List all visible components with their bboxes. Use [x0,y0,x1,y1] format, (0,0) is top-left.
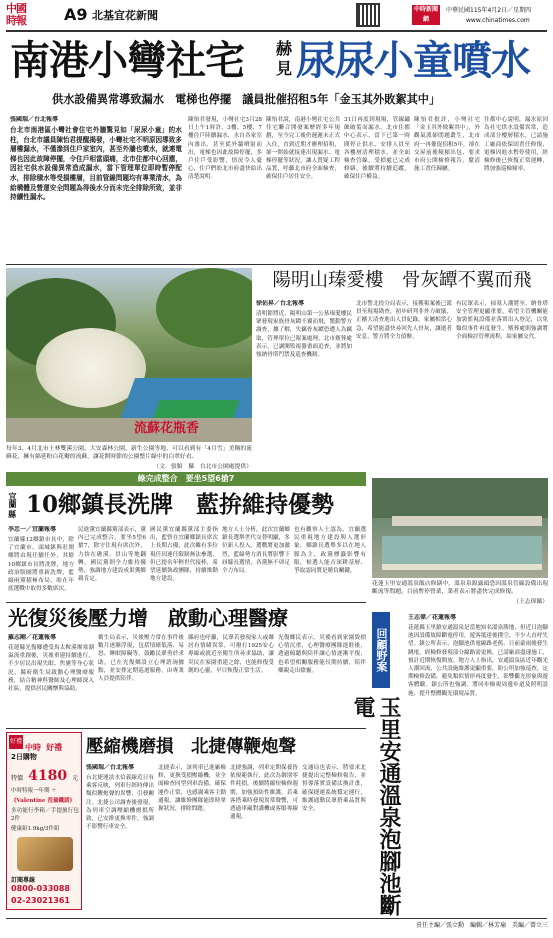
story3-col-1: 宜蘭縣12鄉鎮市長中，除了宜蘭市、頭城鎮與壯圍鄉將由現任續任外，其餘10鄉鎮市長將洗牌，地方政治版圖將重新洗牌，藍綠兩黨積極布局，盼在年底選戰中取得多數席次。 [8,537,74,593]
story2-col-2: 北市警北投分局表示，接獲報案後已派員至現場勘查，初步研判非外力破壞，正擴大清查進出人員紀錄，家屬相當心急，希望能盡快尋回先人骨灰，讓逝者安息，警方將全力偵辦。 [356,301,452,340]
lead-col-1: 陳怡君發現，小彎社宅3月28日上午1時許，3樓、5樓、7樓住戶陸續漏水，水自各家室內滲出，甚至從外牆噴射而出，電梯也因此故障停擺，多戶住戶受影響，情況令人憂心，住戶們盼北市府盡快給出清楚說明。 [188,117,262,181]
story2-col-3: 有民眾表示，掃墓人潮將至，納骨塔安全管理更顯重要，希望主管機關能加裝監視設備並落實出入登記，以免類似事件再度發生，殯葬處則強調將全面檢討管理流程，給家屬交代。 [456,301,548,340]
section-rule-2 [6,602,366,603]
story4-byline: 羅志剛／花蓮報導 [8,634,57,641]
walkway [6,418,252,442]
lead-col-5: 住都中心說明，漏水原因為社宅供水設備異常，造成部分樓層積水，已請施工廠商依保固責任修復，電梯因進水暫停使用，經檢修後已恢復正常運轉，將加強巡檢頻率。 [484,117,548,173]
site-url: www.chinatimes.com [466,17,530,24]
ad-title-2: 好禮 [46,742,63,752]
park-photo [6,268,252,442]
story6-col-2: 北捷表示，該列車已進廠檢修，更換受損壓縮機，並全面檢查同型列車設備，確保運作正常，也感謝乘客主動通報，讓維修團隊能即時掌握狀況、排除問題。 [158,765,226,813]
footer-credits: 責任主編／張立勳 編輯／林芳瑜 美編／曾立三 [415,922,548,929]
photo-label: 流蘇花瓶香 [134,421,200,436]
story5-kicker: 回顧野案 [372,612,390,688]
pool-roof [392,516,542,526]
story3-col-5: 也有觀察人士認為，宜蘭選民重視地方建設與人選形象，鄉鎮長選舉多以在地人脈為主，政黨標籤影響有限，候選人能否深耕基層、爭取認同將是勝負關鍵。 [294,527,366,575]
story3-headline: 10鄉鎮長洗牌 藍拚維持優勢 [26,491,335,518]
story4-col-3: 縣府也呼籲，民眾若發現家人或鄰居有情緒異常，可撥打1925安心專線或就近至衛生所尋求協助，讓災民在家園重建之餘，也能修復受創的心靈，早日恢復正常生活。 [188,635,274,674]
story4-headline: 光復災後壓力增 啟動心理醫療 [8,606,288,630]
hotspring-credit: （王志偉攝） [513,599,548,605]
pool-water [382,536,542,566]
story4-col-2: 衛生局表示，災後壓力常在事件後數月逐漸浮現，包括情緒低落、易怒、睡眠障礙等，鼓勵民眾勇於求助，已在光復鄉設立心理諮詢據點，並安排定期巡迴服務，由專業人員提供陪伴。 [98,635,184,683]
section-rule-3 [6,728,366,729]
ad-price-label: 特價 [11,775,24,782]
qr-code [356,3,380,27]
ad-price: 4180 [28,768,68,784]
hotspring-photo [372,478,548,578]
section-banner: 綠完成整合 要坐5望6搶7 [6,472,366,486]
brand-logo: 中國時報 [6,2,26,27]
story5-headline: 玉里安通溫泉泡腳池斷電 [350,696,402,916]
header-rule [6,30,547,32]
story2-col-1: 清明節將近，陽明山第一公墓瑧愛樓民眾發現家族骨灰罈不翼而飛，驚動警方調查，據了解，失竊骨灰罈恐遭人為竊取，管理單位已報案處理。北市殯葬處表示，已調閱監視器畫面追查，並將加強納骨塔門禁及巡查機制。 [256,311,352,359]
issue-date: 中華民國115年4月2日／星期四 [446,7,532,14]
court-surface [152,400,239,420]
ad-phone-1[interactable]: 0800-033088 [11,884,70,893]
page-number: A9 [64,5,88,24]
ad-gift-note: 健康組1.9kg/3件組 [11,826,60,832]
photo-credit: （文．張穎 攝 台北市公園處提供） [153,464,252,470]
lead-headline-connector-2: 見 [276,59,293,78]
story6-col-4: 交通局也表示，將要求北捷提出完整檢修報告，並督導落實設備汰換計畫，確保捷運系統穩定運行，維護通勤民眾搭乘品質與安全。 [302,765,366,813]
lead-headline [10,36,545,88]
ad-hotline-label: 訂閱專線 [11,877,36,884]
kicker-line-1: 宜蘭 [8,492,18,508]
section-rule-1 [6,264,547,265]
story6-col-3: 北捷強調，列車定期保養皆依規範執行，此次為個別零件耗損，後續將縮短檢修週期，加強預防性維護，若乘客搭乘時發現異常聲響，可透過車廂對講機或客服專線通報。 [230,765,298,821]
hotspring-caption: 花蓮玉里安通溫泉飯店修繕中，溫泉泉源露頭恐因溫泉管線設備出現斷流等問題。目前暫停營業，業者表示將盡快完成修復。 [372,581,548,596]
story3-byline: 李忠一／宜蘭報導 [8,526,57,533]
lead-headline-part2: 尿尿小童噴水 [296,37,530,84]
story3-kicker [8,490,24,526]
story5-byline: 王志偉／花蓮報導 [408,614,457,621]
story6-byline: 張國瑞／台北報導 [86,764,135,771]
subscription-ad [6,732,82,910]
ad-price-unit: 元 [72,775,79,782]
ad-gift: 《Valentine 范倫鐵諾》 [11,798,75,804]
kicker-line-2: 縣 [8,509,16,519]
ad-gift-2: 多功能行李箱／手提旅行包2件 [11,808,79,823]
ad-price-box [11,765,79,783]
lead-byline: 張國瑞／台北報導 [10,116,59,123]
ad-product-image [17,837,73,871]
pool-edge [382,564,542,570]
lead-headline-part1: 南港小彎社宅 [10,37,244,84]
footer-rule [6,918,547,919]
hillside [372,478,548,518]
header-bar [0,0,553,30]
lead-col-4: 陳怡君批評，小彎社宅「金玉其外敗絮其中」，外觀氣派卻問題叢生，北市府一再催促招租5年，卻在交屋前後頻頻出包，要求市府公開檢修報告，釐清施工責任歸屬。 [414,117,480,173]
story4-col-1: 花蓮縣光復鄉遭受馬太鞍溪堰塞湖溢流重創後，災後重建持續進行，不少居民出現失眠、焦慮等身心狀況，縣府衛生局啟動心理醫療服務，結合精神科醫師及心理師深入社區，提供居民關懷與協助。 [8,645,94,693]
section-name: 北基宜花新聞 [92,9,158,22]
ad-title-1: 中時 [25,742,41,752]
ad-note: 中時特報一年期 ＋ [11,788,57,794]
ad-title [25,735,81,751]
ad-phone-2[interactable]: 02-23021361 [11,896,70,905]
brand-seal: 中時新聞網 [413,6,438,23]
story5-body: 花蓮縣玉里鎮安通溫泉是當地知名溫泉勝地，但近日泡腳池因設備故障斷電停用，遊客抵達後撲空，不少人直呼失望。鎮公所表示，泡腳池供電線路老舊，日前豪雨後發生跳電，經檢修發現部分線路需更換，已請廠商盡速施工，預計近期恢復開放。地方人士指出，安通溫泉區近年觀光人潮回流，公共設施維護更顯重要，盼公所加強巡查，定期檢修設備，避免類似情形再度發生，影響觀光形象與遊客體驗。鎮公所也強調，將同步檢視周邊步道及照明設施，提升整體觀光環境品質。 [408,625,548,697]
story3-col-2: 民進黨宜蘭縣黨部表示，黨內已完成整合，要坐5望6搶7，除守住現有席次外，力拚在礁溪、員山等地翻轉，國民黨則全力維持優勢，強調地方建設成果獲鄉親肯定。 [78,527,146,583]
lead-col-2: 陳怡君說，南港小彎社宅公共住宅聯合開發案歷經多年規劃，至今完工後仍遲遲未正式入住，直到近期才辦理招租，卻一開始就接連出現漏水、電梯停擺等狀況，讓人質疑工程品質，呼籲北市府全面檢查，確保住戶居住安全。 [266,117,340,181]
photo-caption: 每年3、4月北市士林雙溪公園、大安森林公園、新生公園等地，可以看到有「4月雪」美稱的流蘇花，擁有綿延粉白花瓣的流蘇，讓花開時節的公園整片綠中的白翠好看。 [6,446,252,461]
story6-headline: 壓縮機磨損 北捷傳鞭炮聲 [86,737,296,757]
lead-headline-connector-1: 赫 [276,39,293,58]
story6-col-1: 台北捷運淡水信義線近日有乘客反映，列車行經時傳出類似鞭炮聲的異響，引發關注。北捷公司調查後發現，為列車空調壓縮機磨損所致，已安排更換零件，強調不影響行車安全。 [86,775,154,831]
ad-badge: 好禮 [9,735,23,749]
story2-headline: 陽明山瑧愛樓 骨灰罈不翼而飛 [272,270,532,291]
story3-col-4: 地方人士分析，此次宜蘭鄉鎮長選舉世代交替明顯，多位新人投入，選戰將更加激烈，藍綠勢力消長將影響下屆縣長選情，各黨無不卯足全力布局。 [222,527,290,575]
lead-lede: 台北市南港區小彎社會住宅外牆驚見如「尿尿小童」的水柱，台北市議員陳怡君提醒揭發，小彎社宅不明原因導致多層樓漏水，不僅滲到住戶家室內，甚至外牆也噴水，就連電梯也因此故障停擺，令住戶相當頭痛，北市住都中心回應，因社宅供水設備異常造成漏水，當下管理單位即時暫停配水，排除積水等受損樓層，目前管線問題均有專業清水，為給構體及營運安全問題為得後水分而未完全排除所致，並非持續性漏水。 [10,126,182,202]
story4-col-4: 光復鄉民表示，災後看到家園毀損心情沉重，心理醫療團隊進駐後，透過傾聽與陪伴讓心情逐漸平復，也希望相關服務能長期持續，陪伴鄉親走出陰霾。 [278,635,366,674]
story3-col-3: 國民黨宜蘭縣黨部主委指出，藍營在宜蘭鄉鎮長席次上長期占優，此次雖有多位現任因連任限制無法參選，但已提名年輕世代接棒，希望延續執政團隊，持續推動地方建設。 [150,527,218,583]
tree-canopy [156,268,252,348]
lead-subtitle: 供水設備異常導致漏水 電梯也停擺 議員批催招租5年「金玉其外敗絮其中」 [52,92,441,106]
lead-col-3: 31日再度到現場，管線鏽蝕破裂而漏水，北市住都中心表示，當下已第一時間停止供水，安排人員至各樓層清理積水，並全面檢查管線，受損處已完成修繕，後續將持續追蹤，確保住戶權益。 [344,117,410,181]
story2-byline: 徐佑昇／台北報導 [256,300,305,307]
ad-title-3: 2日購物 [11,753,37,761]
